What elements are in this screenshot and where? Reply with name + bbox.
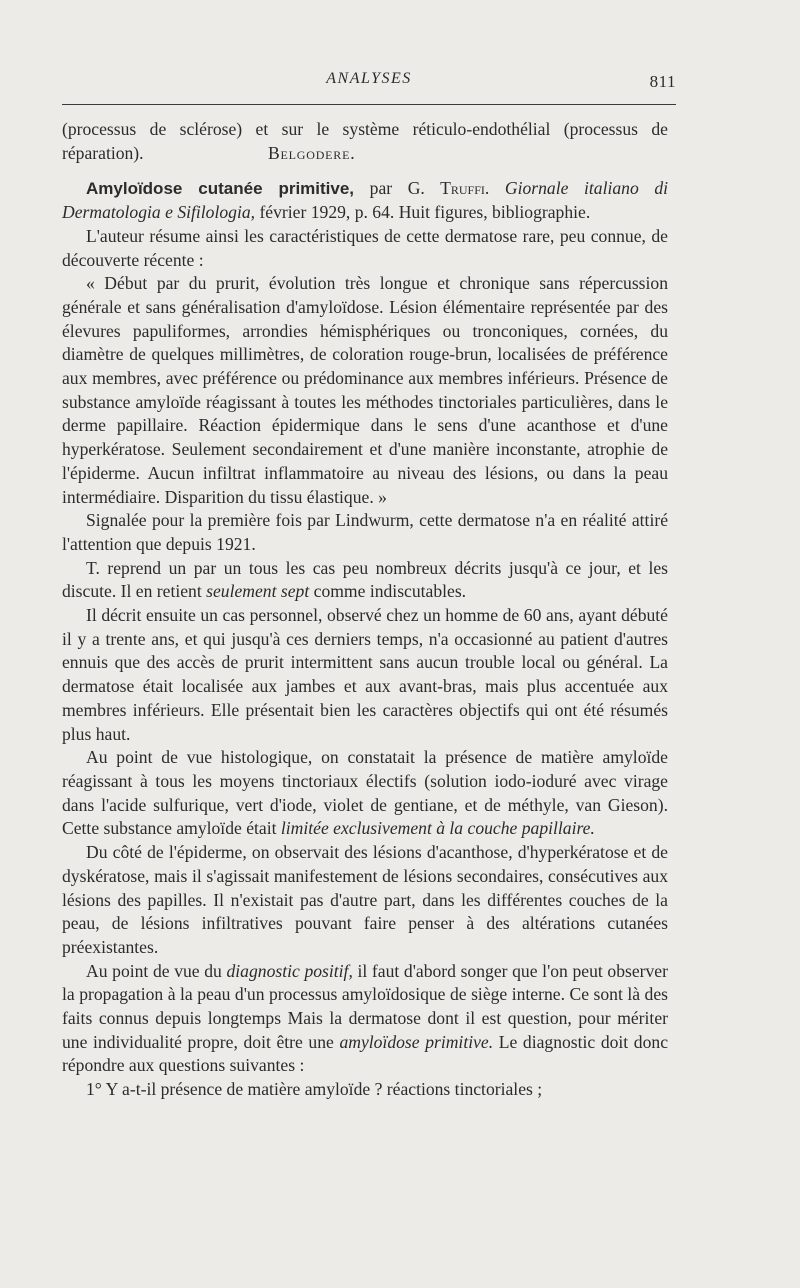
paragraph-4 <box>62 557 668 604</box>
intro-text: (processus de sclérose) et sur le système réticulo-endothélial (processus de réparation). <box>62 119 668 163</box>
running-title: ANALYSES <box>326 70 412 87</box>
article-journal: Giornale italiano di Dermatologia e Sifilologia, <box>62 178 669 223</box>
paragraph-8-text-a: Au point de vue du <box>86 960 222 981</box>
article-author: G. Truffi. <box>407 178 490 199</box>
signature: Belgodere. <box>267 142 356 163</box>
page-number: 811 <box>649 72 676 91</box>
article-title: Amyloïdose cutanée primitive, <box>86 179 355 199</box>
paragraph-5: Il décrit ensuite un cas personnel, observé chez un homme de 60 ans, ayant débuté il y a trente ans, et qui jusqu'à ces derniers temps, n'a occasionné au patient d'autres ennuis que des accès de prurit intermittent sans aucun trouble local ou général. La dermatose était localisée aux jambes et aux avant-bras, mais plus accentuée aux membres inférieurs. Elle présentait bien les caractères objectifs qui ont été résumés plus haut. <box>62 605 668 744</box>
paragraph-4-emphasis: seulement sept <box>206 581 310 602</box>
paragraph-6 <box>62 746 668 841</box>
header-rule <box>62 104 676 105</box>
paragraph-4-text-b: comme indiscutables. <box>313 581 467 602</box>
paragraph-4-text-a: T. reprend un par un tous les cas peu nombreux décrits jusqu'à ce jour, et les discute. Il en retient <box>62 557 668 602</box>
paragraph-2: « Début par du prurit, évolution très longue et chronique sans répercussion générale et sans généralisation d'amyloïdose. Lésion élémentaire représentée par des élevures papuliformes, arrondies hémisphériques ou tronconiques, cornées, du diamètre de quelques millimètres, de coloration rouge-brun, localisées de préférence aux membres, avec préférence ou prédominance aux membres inférieurs. Présence de substance amyloïde réagissant à toutes les méthodes tinctoriales particulières, dans le derme papillaire. Réaction épidermique dans le sens d'une acanthose et d'une hyperkératose. Seulement secondairement et d'une manière inconstante, atrophie de l'épiderme. Aucun infiltrat inflammatoire au niveau des lésions, ou dans la peau intermédiaire. Disparition du tissu élastique. » <box>62 273 668 507</box>
paragraph-3: Signalée pour la première fois par Lindwurm, cette dermatose n'a en réalité attiré l'attention que depuis 1921. <box>62 510 668 554</box>
article-by: par <box>369 178 393 199</box>
paragraph-7: Du côté de l'épiderme, on observait des lésions d'acanthose, d'hyperkératose et de dyskératose, mais il s'agissait manifestement de lésions secondaires, consécutives aux lésions des papilles. Il n'existait pas d'autre part, dans les différentes couches de la peau, de lésions infiltratives pouvant faire penser à des altérations cutanées préexistantes. <box>62 842 668 957</box>
page-header <box>62 70 676 100</box>
paragraph-8 <box>62 960 668 1079</box>
paragraph-1: L'auteur résume ainsi les caractéristiques de cette dermatose rare, peu connue, de découverte récente : <box>62 225 668 270</box>
paragraph-9: 1° Y a-t-il présence de matière amyloïde ? réactions tinctoriales ; <box>86 1079 543 1100</box>
paragraph-8-text-c: Le diagnostic doit donc répondre aux questions suivantes : <box>62 1031 669 1076</box>
paragraph-6-text: Au point de vue histologique, on constatait la présence de matière amyloïde réagissant à tous les moyens tinctoriaux électifs (solution iodo-ioduré avec virage dans l'acide sulfurique, vert d'iode, violet de gentiane, et de méthyle, van Gieson). Cette substance amyloïde était <box>62 747 668 839</box>
section-spacer <box>62 165 668 177</box>
paragraph-6-emphasis: limitée exclusivement à la couche papillaire. <box>280 818 595 839</box>
body-text <box>62 118 668 1102</box>
article-details: février 1929, p. 64. Huit figures, bibliographie. <box>259 202 591 223</box>
paragraph-8-text-b: il faut d'abord songer que l'on peut observer la propagation à la peau d'un processus amyloïdosique de siège interne. Ce sont là des faits connus depuis longtemps Mais la dermatose dont il est question, pour mériter une individualité propre, doit être une <box>62 960 668 1052</box>
paragraph-8-emphasis-2: amyloïdose primitive. <box>339 1031 494 1052</box>
paragraph-8-emphasis-1: diagnostic positif, <box>226 960 353 981</box>
article-heading <box>62 177 668 224</box>
intro-paragraph <box>62 118 668 165</box>
